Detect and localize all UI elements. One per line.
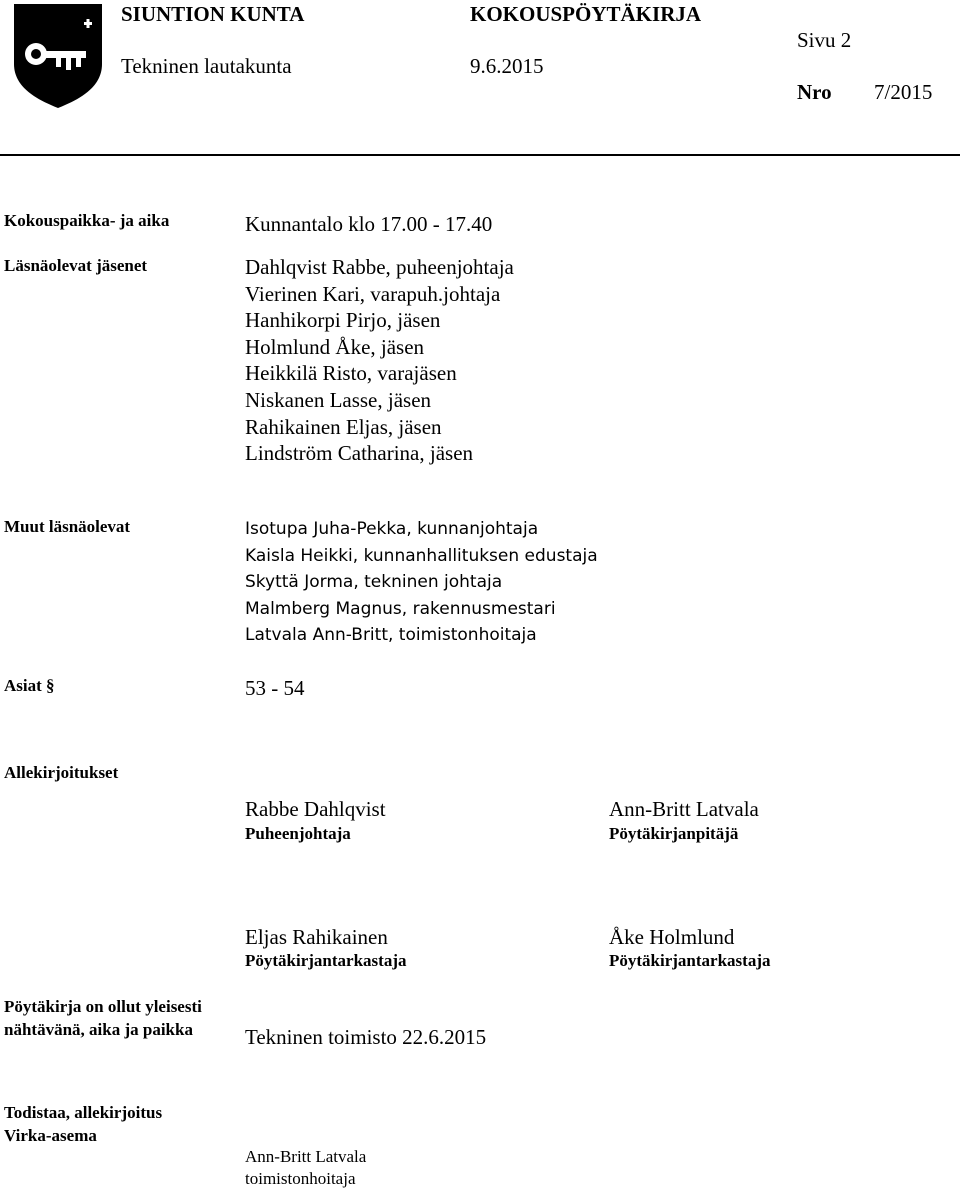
others-label: Muut läsnäolevat (4, 517, 131, 536)
members-list (245, 254, 514, 467)
chair-role: Puheenjohtaja (245, 824, 351, 843)
signatures-label: Allekirjoitukset (4, 763, 119, 782)
other-item: Latvala Ann-Britt, toimistonhoitaja (245, 625, 537, 646)
secretary-name: Ann-Britt Latvala (609, 797, 759, 821)
other-item: Skyttä Jorma, tekninen johtaja (245, 572, 503, 593)
items-label: Asiat § (4, 676, 55, 695)
page-number: Sivu 2 (797, 28, 852, 52)
checker2-name: Åke Holmlund (609, 925, 735, 949)
chair-name: Rabbe Dahlqvist (245, 797, 386, 821)
meeting-date: 9.6.2015 (470, 54, 544, 78)
member-item: Holmlund Åke, jäsen (245, 334, 425, 359)
checker2-role: Pöytäkirjantarkastaja (609, 951, 771, 970)
secretary-role: Pöytäkirjanpitäjä (609, 824, 739, 843)
member-item: Rahikainen Eljas, jäsen (245, 414, 442, 439)
public-display-label-1: Pöytäkirja on ollut yleisesti (4, 997, 202, 1016)
header-divider (0, 154, 960, 156)
member-item: Heikkilä Risto, varajäsen (245, 361, 457, 386)
certifier-name: Ann-Britt Latvala (245, 1147, 367, 1166)
document-type: KOKOUSPÖYTÄKIRJA (470, 2, 702, 26)
committee-name: Tekninen lautakunta (121, 54, 292, 78)
place-time-label: Kokouspaikka- ja aika (4, 211, 170, 230)
coat-of-arms-logo (12, 2, 104, 110)
others-list (245, 516, 598, 649)
public-display-label-2: nähtävänä, aika ja paikka (4, 1020, 193, 1039)
member-item: Vierinen Kari, varapuh.johtaja (245, 281, 501, 306)
other-item: Malmberg Magnus, rakennusmestari (245, 598, 556, 619)
certifier-title: toimistonhoitaja (245, 1169, 356, 1188)
certification-label-2: Virka-asema (4, 1126, 97, 1145)
municipality-name: SIUNTION KUNTA (121, 2, 305, 26)
member-item: Dahlqvist Rabbe, puheenjohtaja (245, 255, 514, 279)
members-label: Läsnäolevat jäsenet (4, 256, 148, 275)
member-item: Niskanen Lasse, jäsen (245, 387, 432, 412)
certification-label-1: Todistaa, allekirjoitus (4, 1103, 163, 1122)
member-item: Hanhikorpi Pirjo, jäsen (245, 308, 441, 333)
items-value: 53 - 54 (245, 676, 305, 700)
other-item: Isotupa Juha-Pekka, kunnanjohtaja (245, 519, 539, 539)
public-display-value: Tekninen toimisto 22.6.2015 (245, 1025, 487, 1049)
nro-value: 7/2015 (874, 80, 933, 104)
nro-label: Nro (797, 80, 832, 104)
other-item: Kaisla Heikki, kunnanhallituksen edustaja (245, 545, 598, 566)
place-time-value: Kunnantalo klo 17.00 - 17.40 (245, 212, 493, 236)
checker1-name: Eljas Rahikainen (245, 925, 388, 949)
checker1-role: Pöytäkirjantarkastaja (245, 951, 407, 970)
member-item: Lindström Catharina, jäsen (245, 441, 474, 466)
